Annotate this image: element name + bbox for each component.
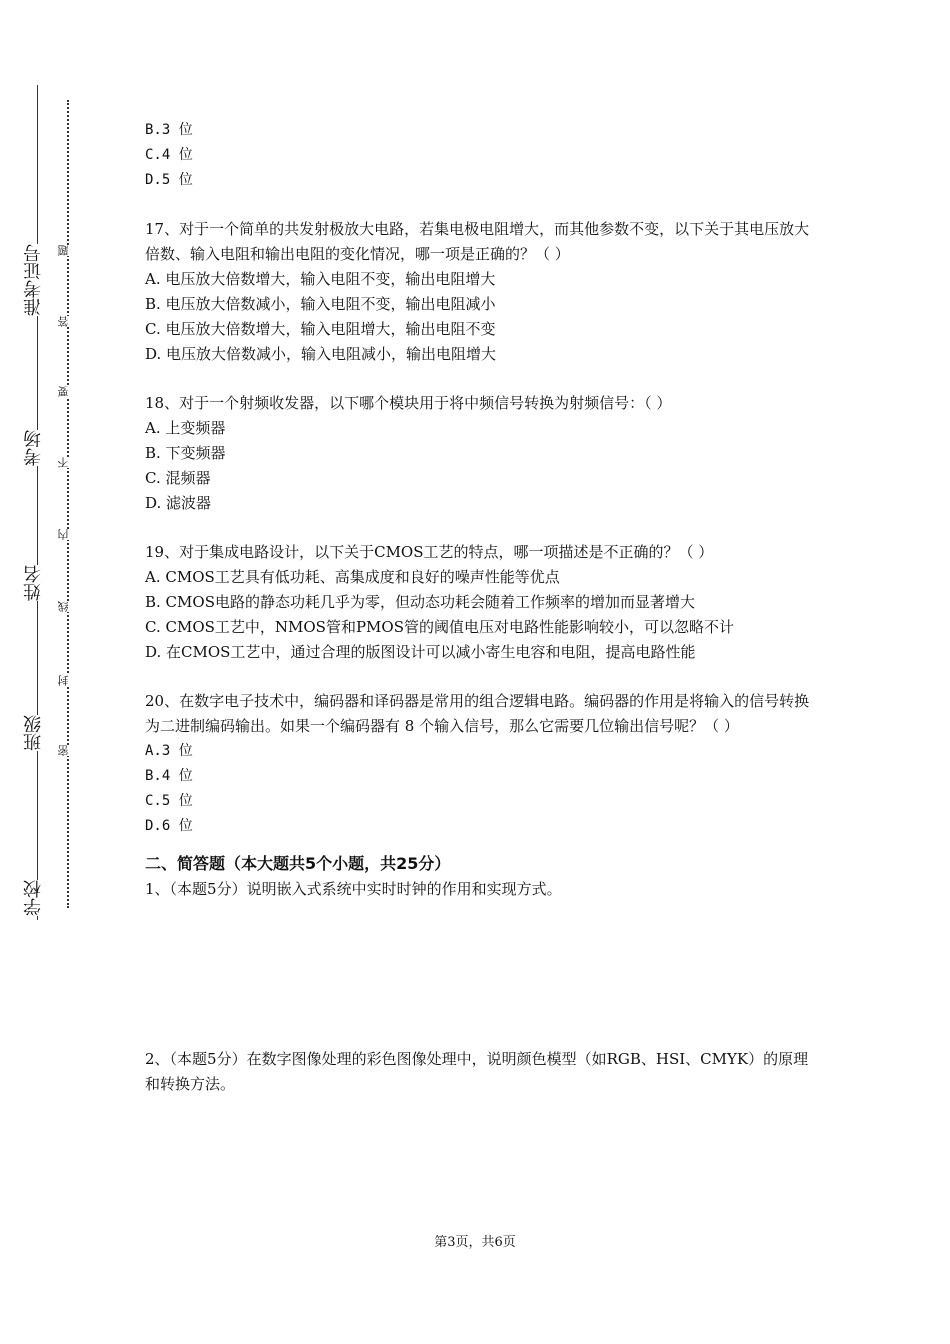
- seal-char: 题: [58, 245, 76, 256]
- q18-option-a: A. 上变频器: [145, 419, 226, 437]
- q20-stem: 20、在数字电子技术中，编码器和译码器是常用的组合逻辑电路。编码器的作用是将输入的信号转换为二进制编码输出。如果一个编码器有 8 个输入信号，那么它需要几位输出信号呢？（ ）: [145, 692, 810, 735]
- page-number: 第3页，共6页: [434, 1235, 516, 1250]
- field-label-exam-id: 准考证号: [22, 244, 52, 316]
- q16-option-d: D.5 位: [145, 172, 193, 188]
- q18-option-d: D. 滤波器: [145, 494, 212, 512]
- q18-option-b: B. 下变频器: [145, 444, 226, 462]
- field-label-exam-room: 考场: [22, 430, 52, 466]
- seal-char: 内: [58, 529, 76, 540]
- field-label-name: 姓名: [22, 565, 52, 601]
- q17-stem: 17、对于一个简单的共发射极放大电路，若集电极电阻增大，而其他参数不变，以下关于其电压放大倍数、输入电阻和输出电阻的变化情况，哪一项是正确的？（ ）: [145, 220, 810, 263]
- short-answer-q1: 1、（本题5分）说明嵌入式系统中实时时钟的作用和实现方式。: [145, 880, 562, 898]
- q20-option-b: B.4 位: [145, 768, 193, 784]
- q19-option-b: B. CMOS电路的静态功耗几乎为零，但动态功耗会随着工作频率的增加而显著增大: [145, 593, 695, 611]
- seal-char: 不: [58, 457, 76, 468]
- q17-option-d: D. 电压放大倍数减小，输入电阻减小，输出电阻增大: [145, 345, 497, 363]
- seal-char: 密: [58, 745, 76, 756]
- seal-char: 答: [58, 316, 76, 327]
- field-label-school: 学校: [22, 880, 52, 916]
- q18-option-c: C. 混频器: [145, 469, 211, 487]
- seal-char: 封: [58, 675, 76, 686]
- q18-stem: 18、对于一个射频收发器，以下哪个模块用于将中频信号转换为射频信号：（ ）: [145, 394, 672, 412]
- binding-margin: [0, 0, 110, 1344]
- short-answer-q2: 2、（本题5分）在数字图像处理的彩色图像处理中，说明颜色模型（如RGB、HSI、CMYK）的原理和转换方法。: [145, 1050, 809, 1093]
- q17-option-c: C. 电压放大倍数增大，输入电阻增大，输出电阻不变: [145, 320, 496, 338]
- q19-option-c: C. CMOS工艺中，NMOS管和PMOS管的阈值电压对电路性能影响较小，可以忽略不计: [145, 618, 734, 636]
- seal-char: 线: [58, 601, 76, 612]
- q16-option-b: B.3 位: [145, 122, 193, 138]
- q16-option-c: C.4 位: [145, 147, 193, 163]
- q17-option-b: B. 电压放大倍数减小，输入电阻不变，输出电阻减小: [145, 295, 496, 313]
- q19-stem: 19、对于集成电路设计，以下关于CMOS工艺的特点，哪一项描述是不正确的？（ ）: [145, 543, 714, 561]
- q20-option-a: A.3 位: [145, 743, 193, 759]
- seal-char: 要: [58, 386, 76, 397]
- section-title-short-answer: 二、简答题（本大题共5个小题，共25分）: [145, 854, 451, 873]
- binding-solid-line: [37, 85, 38, 920]
- q19-option-a: A. CMOS工艺具有低功耗、高集成度和良好的噪声性能等优点: [145, 568, 560, 586]
- q17-option-a: A. 电压放大倍数增大，输入电阻不变，输出电阻增大: [145, 270, 496, 288]
- answer-space: [145, 902, 810, 1047]
- question-content: [145, 118, 810, 1097]
- q20-option-d: D.6 位: [145, 818, 193, 834]
- q19-option-d: D. 在CMOS工艺中，通过合理的版图设计可以减小寄生电容和电阻，提高电路性能: [145, 643, 696, 661]
- binding-dotted-line: [67, 100, 69, 908]
- field-label-class: 班级: [22, 715, 52, 751]
- q20-option-c: C.5 位: [145, 793, 193, 809]
